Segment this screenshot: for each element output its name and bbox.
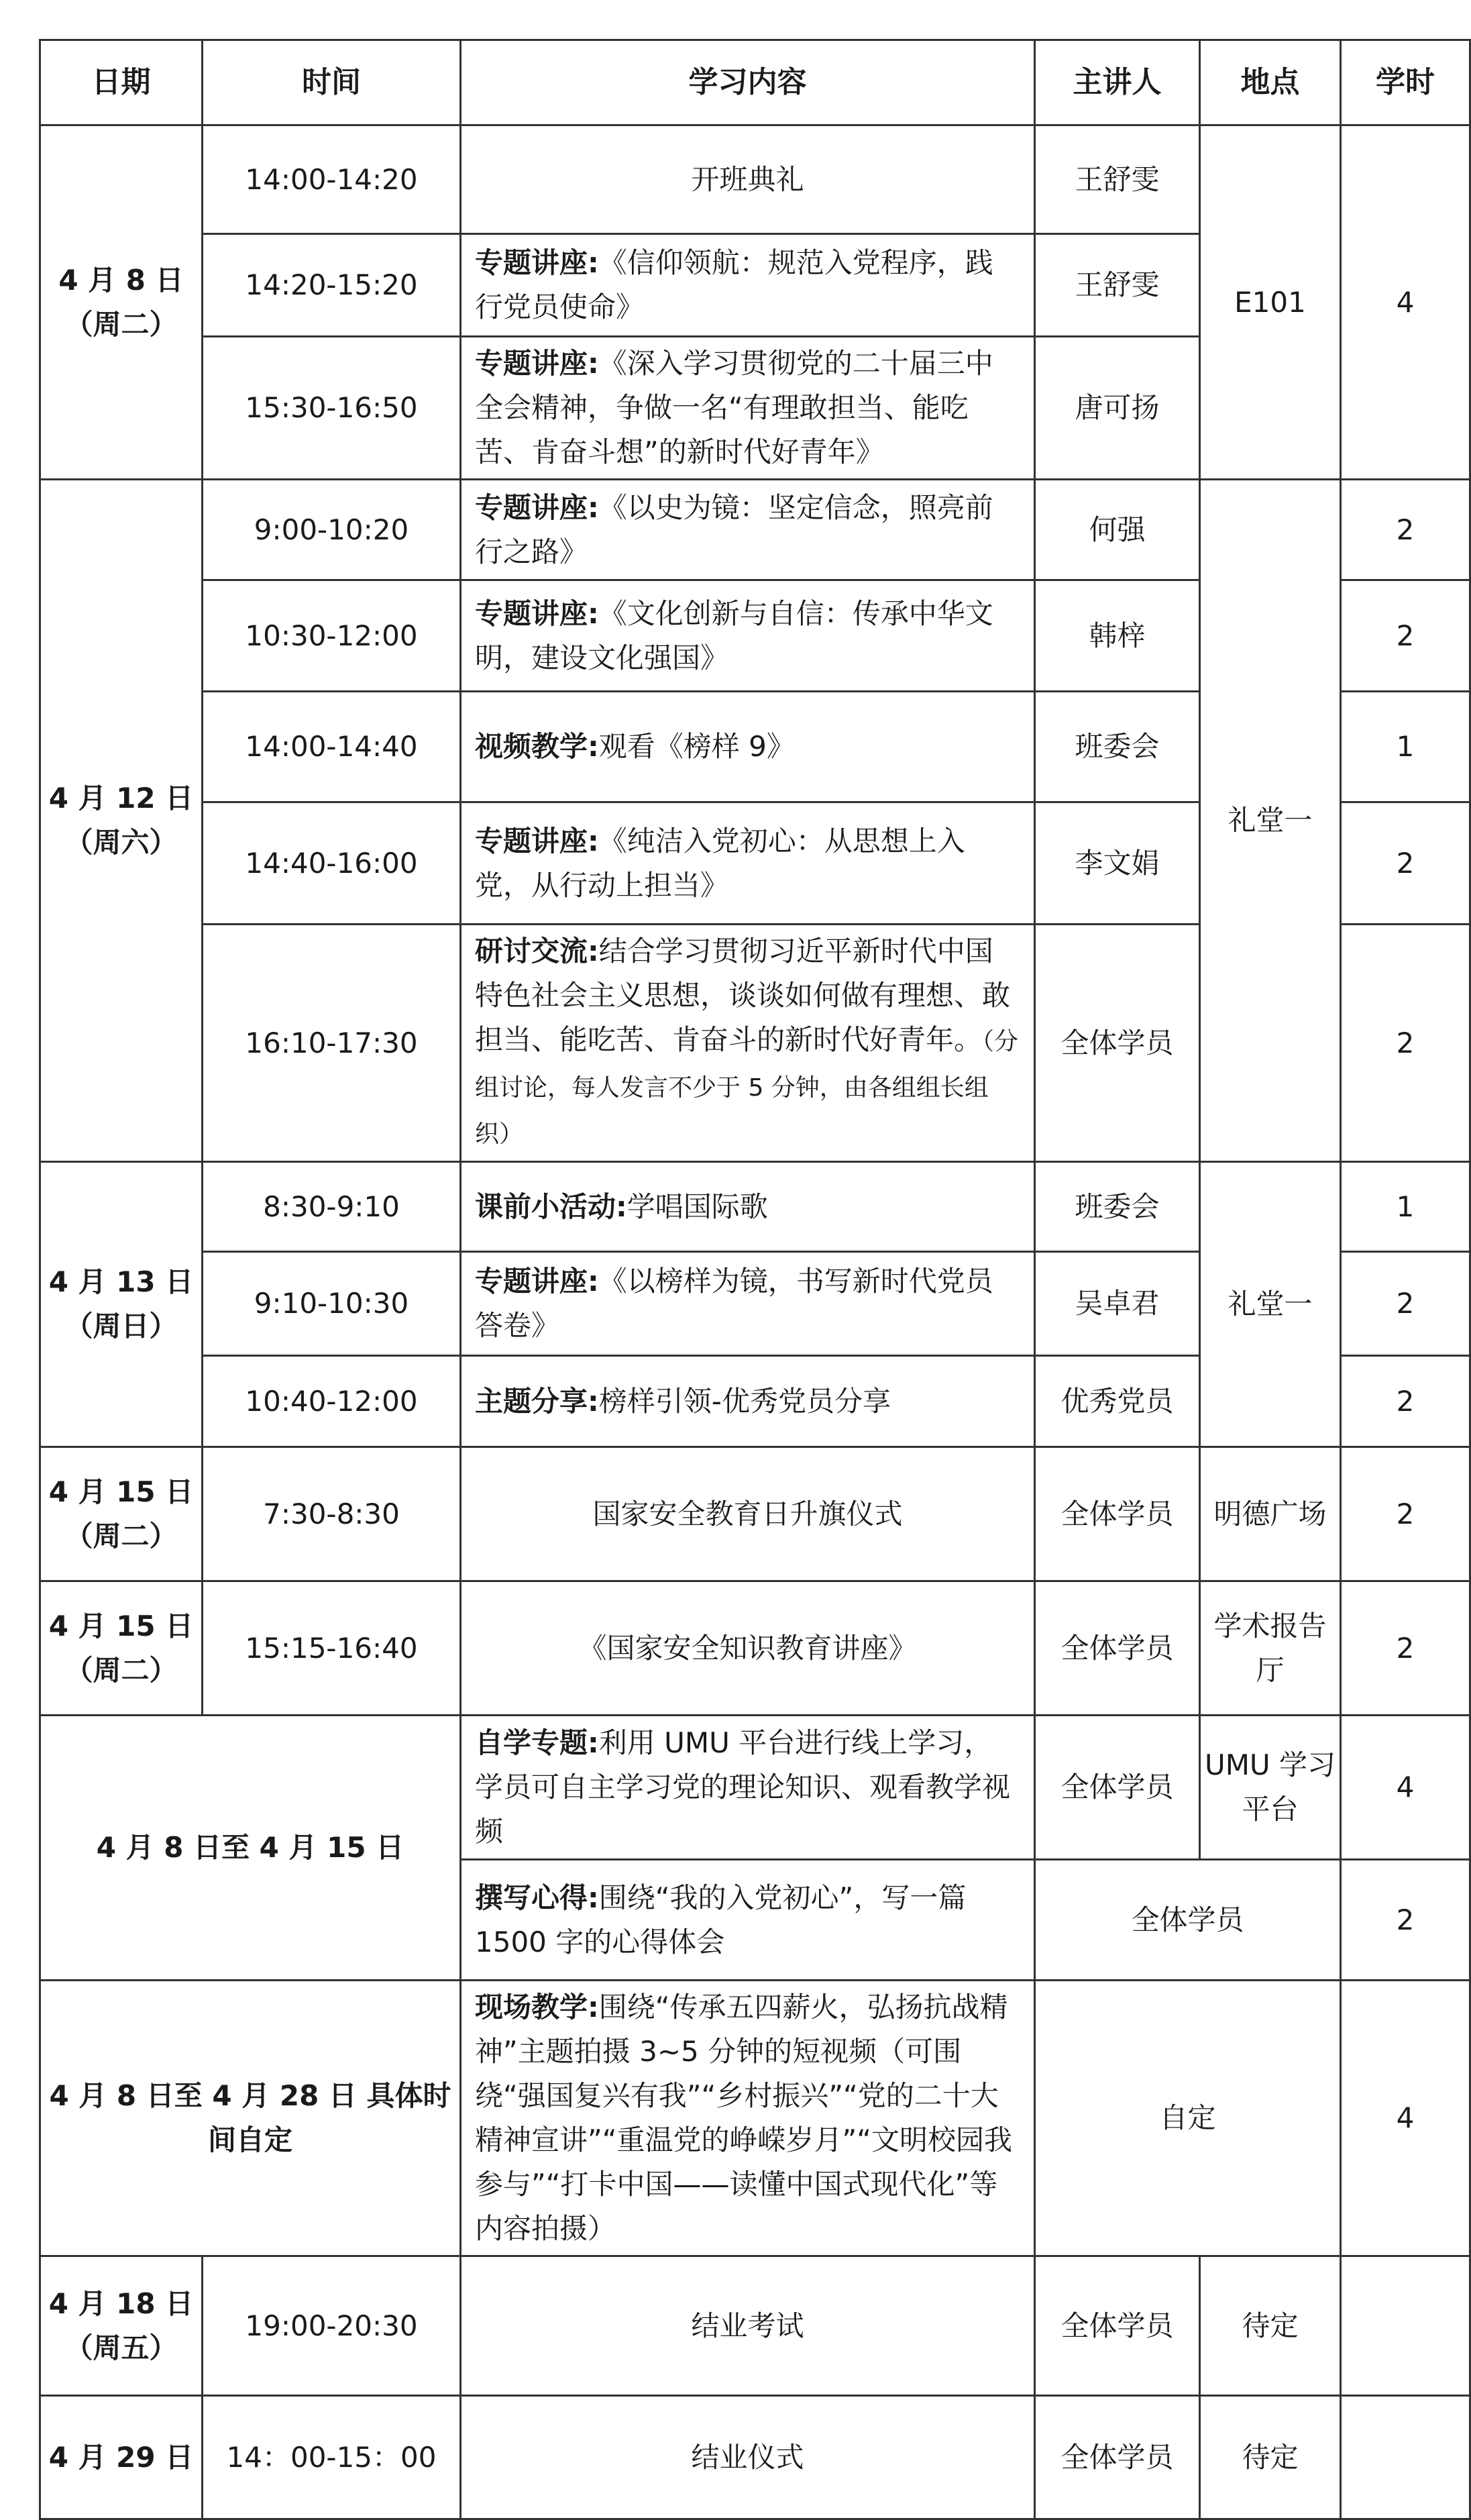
header-row [40,40,1470,125]
speaker-cell: 唐可扬 [1035,337,1200,480]
time-cell: 14:00-14:40 [203,692,461,802]
speaker-cell: 班委会 [1035,692,1200,802]
hours-cell [1341,2396,1470,2519]
speaker-cell: 李文娟 [1035,802,1200,925]
hours-cell: 1 [1341,1162,1470,1252]
content-label: 研讨交流: [475,935,599,967]
place-cell: 礼堂一 [1200,1162,1341,1447]
content-cell [461,692,1035,802]
time-cell: 7:30-8:30 [203,1447,461,1581]
speaker-cell: 全体学员 [1035,2396,1200,2519]
content-label: 撰写心得: [475,1881,599,1914]
speaker-cell: 优秀党员 [1035,1356,1200,1447]
content-cell [461,580,1035,692]
content-text: 结合学习贯彻习近平新时代中国特色社会主义思想，谈谈如何做有理想、敢担当、能吃苦、肯奋斗的新时代好青年。 [475,935,1011,1056]
table-row [40,1981,1470,2256]
header-date: 日期 [40,40,203,125]
hours-cell: 2 [1341,480,1470,580]
time-cell: 16:10-17:30 [203,925,461,1162]
header-hours: 学时 [1341,40,1470,125]
speaker-cell: 何强 [1035,480,1200,580]
hours-cell: 4 [1341,125,1470,480]
time-cell: 15:30-16:50 [203,337,461,480]
hours-cell: 2 [1341,1252,1470,1356]
table-row [40,1162,1470,1252]
date-cell: 4 月 8 日至 4 月 28 日 具体时间自定 [40,1981,461,2256]
time-cell: 15:15-16:40 [203,1581,461,1716]
time-cell: 9:10-10:30 [203,1252,461,1356]
content-text: 围绕“我的入党初心”，写一篇 1500 字的心得体会 [475,1881,967,1958]
content-text: 《纯洁入党初心：从思想上入党，从行动上担当》 [475,824,965,902]
content-text: 利用 UMU 平台进行线上学习，学员可自主学习党的理论知识、观看教学视频 [475,1726,1011,1848]
content-cell [461,1162,1035,1252]
content-cell [461,1252,1035,1356]
header-time: 时间 [203,40,461,125]
hours-cell: 2 [1341,1447,1470,1581]
content-cell: 国家安全教育日升旗仪式 [461,1447,1035,1581]
time-cell: 14:20-15:20 [203,234,461,337]
content-label: 课前小活动: [475,1190,627,1223]
place-cell: 明德广场 [1200,1447,1341,1581]
speaker-cell: 全体学员 [1035,1581,1200,1716]
content-cell [461,1981,1035,2256]
table-row [40,480,1470,580]
content-label: 专题讲座: [475,246,599,279]
table-row [40,2256,1470,2396]
hours-cell: 4 [1341,1981,1470,2256]
header-place: 地点 [1200,40,1341,125]
hours-cell: 2 [1341,1356,1470,1447]
content-cell: 结业考试 [461,2256,1035,2396]
content-cell: 开班典礼 [461,125,1035,234]
content-label: 自学专题: [475,1726,599,1759]
speaker-cell: 全体学员 [1035,1860,1341,1981]
speaker-cell: 自定 [1035,1981,1341,2256]
table-row [40,2396,1470,2519]
content-label: 专题讲座: [475,1265,599,1298]
content-label: 专题讲座: [475,490,599,524]
content-cell [461,480,1035,580]
content-cell: 《国家安全知识教育讲座》 [461,1581,1035,1716]
content-text: 《文化创新与自信：传承中华文明，建设文化强国》 [475,596,993,674]
date-cell: 4 月 8 日（周二） [40,125,203,480]
time-cell: 9:00-10:20 [203,480,461,580]
hours-cell: 2 [1341,1860,1470,1981]
speaker-cell: 吴卓君 [1035,1252,1200,1356]
content-label: 专题讲座: [475,824,599,857]
schedule-table [39,39,1471,2520]
content-label: 现场教学: [475,1991,599,2024]
speaker-cell: 王舒雯 [1035,234,1200,337]
content-text: 《以史为镜：坚定信念，照亮前行之路》 [475,490,993,568]
content-text: 学唱国际歌 [626,1190,768,1223]
place-cell: E101 [1200,125,1341,480]
speaker-cell: 王舒雯 [1035,125,1200,234]
header-speaker: 主讲人 [1035,40,1200,125]
speaker-cell: 全体学员 [1035,925,1200,1162]
content-label: 主题分享: [475,1384,599,1418]
speaker-cell: 全体学员 [1035,1716,1200,1860]
hours-cell: 2 [1341,925,1470,1162]
time-cell: 14:40-16:00 [203,802,461,925]
content-cell: 结业仪式 [461,2396,1035,2519]
content-text: 《深入学习贯彻党的二十届三中全会精神，争做一名“有理敢担当、能吃苦、肯奋斗想”的新时代好青年》 [475,347,993,468]
time-cell: 10:30-12:00 [203,580,461,692]
time-cell: 10:40-12:00 [203,1356,461,1447]
speaker-cell: 韩梓 [1035,580,1200,692]
place-cell: 学术报告厅 [1200,1581,1341,1716]
content-text: 观看《榜样 9》 [598,730,795,763]
content-cell [461,802,1035,925]
content-cell [461,1716,1035,1860]
content-label: 专题讲座: [475,596,599,630]
table-row [40,125,1470,234]
time-cell: 8:30-9:10 [203,1162,461,1252]
content-note: （分组讨论，每人发言不少于 5 分钟，由各组组长组织） [475,1028,1019,1148]
time-cell: 19:00-20:30 [203,2256,461,2396]
speaker-cell: 全体学员 [1035,2256,1200,2396]
table-row [40,1716,1470,1860]
content-text: 《以榜样为镜，书写新时代党员答卷》 [475,1265,993,1342]
content-text: 围绕“传承五四薪火，弘扬抗战精神”主题拍摄 3~5 分钟的短视频（可围绕“强国复兴有我”“乡村振兴”“党的二十大精神宣讲”“重温党的峥嵘岁月”“文明校园我参与”“打卡中国——读懂中国式现代化”等内容拍摄） [475,1991,1013,2245]
content-label: 专题讲座: [475,347,599,380]
hours-cell: 1 [1341,692,1470,802]
time-cell: 14：00-15：00 [203,2396,461,2519]
place-cell: 待定 [1200,2256,1341,2396]
place-cell: UMU 学习平台 [1200,1716,1341,1860]
speaker-cell: 班委会 [1035,1162,1200,1252]
hours-cell: 2 [1341,1581,1470,1716]
hours-cell [1341,2256,1470,2396]
content-cell [461,337,1035,480]
date-cell: 4 月 15 日（周二） [40,1581,203,1716]
hours-cell: 2 [1341,802,1470,925]
place-cell: 礼堂一 [1200,480,1341,1162]
date-cell: 4 月 15 日（周二） [40,1447,203,1581]
date-cell: 4 月 13 日（周日） [40,1162,203,1447]
content-cell [461,1860,1035,1981]
header-content: 学习内容 [461,40,1035,125]
hours-cell: 2 [1341,580,1470,692]
content-cell [461,925,1035,1162]
date-cell: 4 月 12 日（周六） [40,480,203,1162]
hours-cell: 4 [1341,1716,1470,1860]
content-text: 榜样引领-优秀党员分享 [598,1384,891,1418]
table-row [40,1581,1470,1716]
content-label: 视频教学: [475,730,599,763]
date-cell: 4 月 29 日 [40,2396,203,2519]
table-row [40,1447,1470,1581]
content-text: 《信仰领航：规范入党程序，践行党员使命》 [475,246,993,323]
place-cell: 待定 [1200,2396,1341,2519]
date-cell: 4 月 8 日至 4 月 15 日 [40,1716,461,1981]
speaker-cell: 全体学员 [1035,1447,1200,1581]
date-cell: 4 月 18 日（周五） [40,2256,203,2396]
time-cell: 14:00-14:20 [203,125,461,234]
content-cell [461,1356,1035,1447]
content-cell [461,234,1035,337]
